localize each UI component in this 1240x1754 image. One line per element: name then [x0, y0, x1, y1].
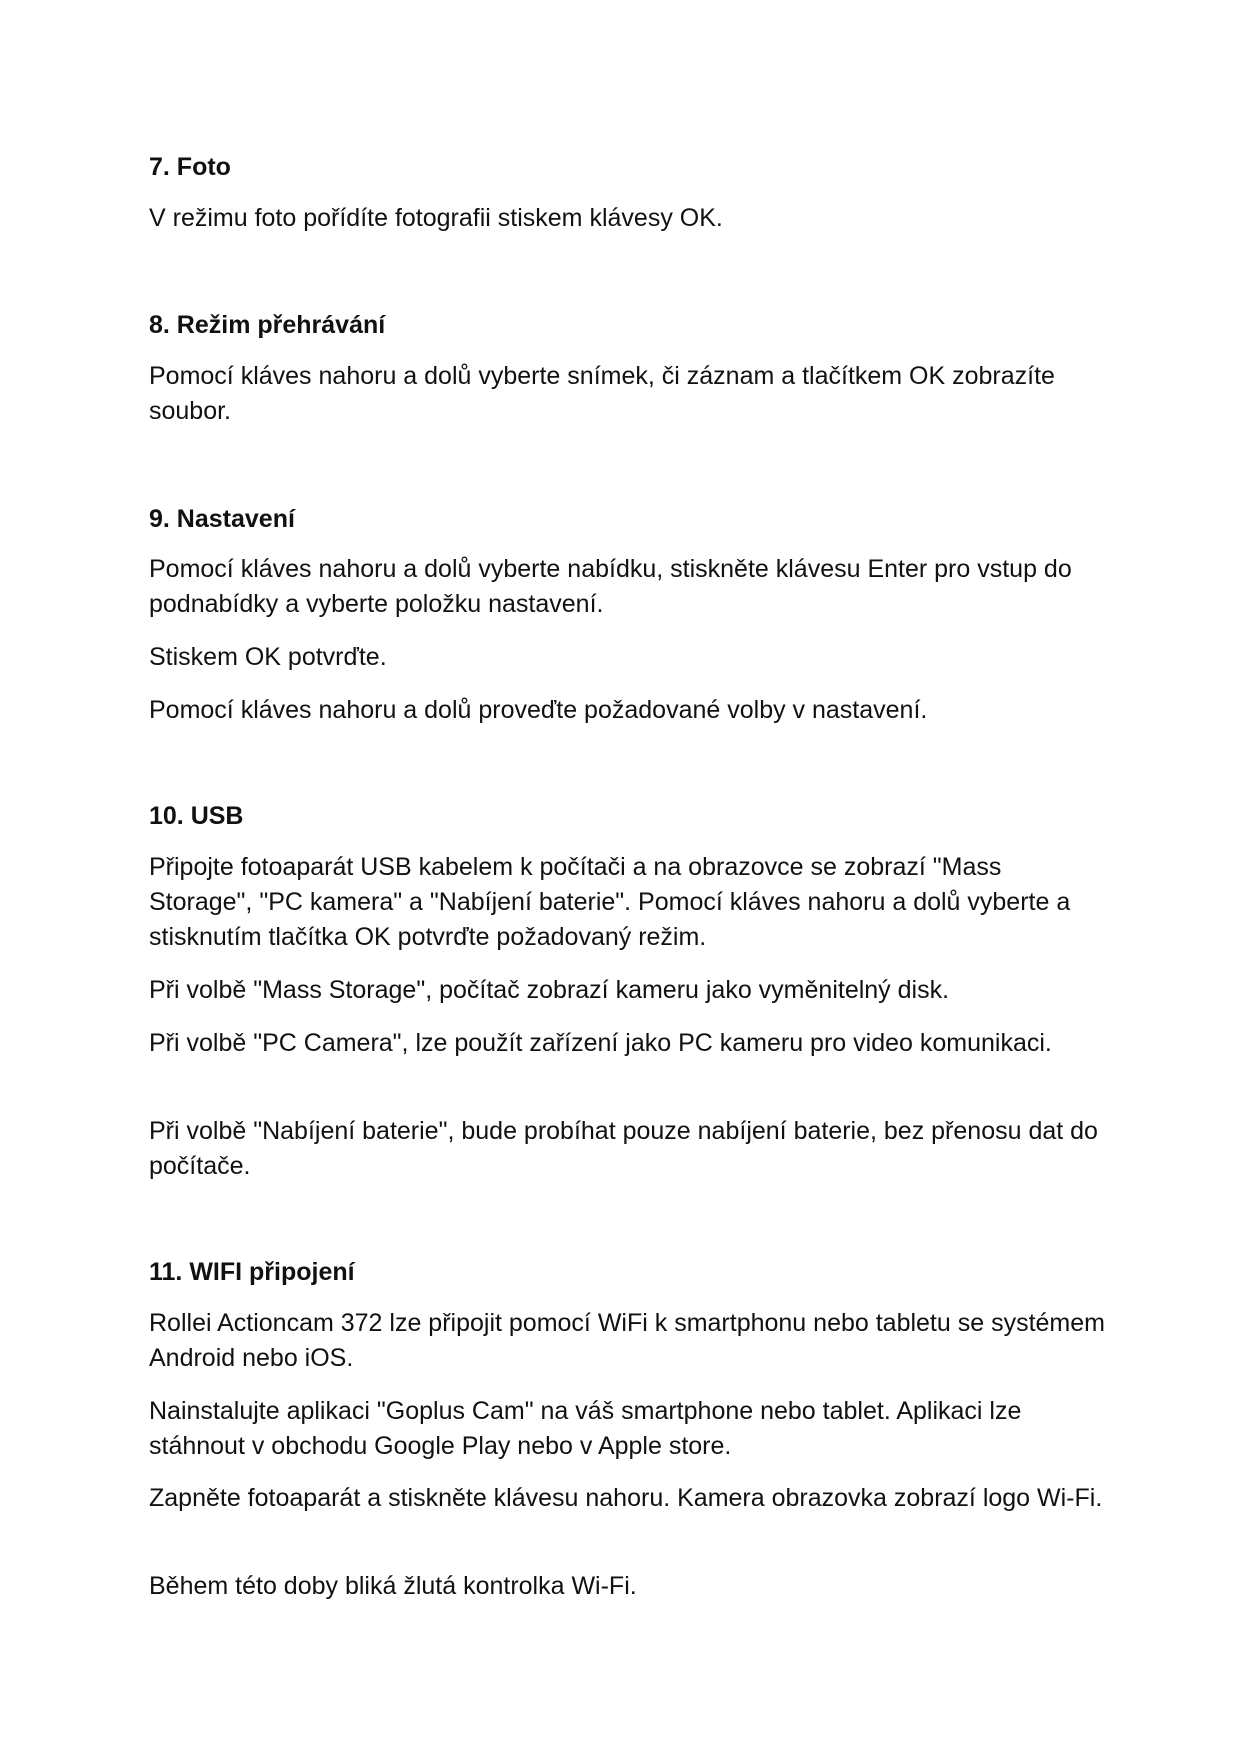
- section-paragraph: V režimu foto pořídíte fotografii stiskem klávesy OK.: [149, 204, 723, 232]
- section-paragraph: Pomocí kláves nahoru a dolů vyberte nabídku, stiskněte klávesu Enter pro vstup do podnabídky a vyberte položku nastavení.: [149, 555, 1072, 618]
- section-heading-foto: 7. Foto: [149, 153, 231, 181]
- section-heading-settings: 9. Nastavení: [149, 505, 295, 533]
- section-paragraph: Při volbě "PC Camera", lze použít zařízení jako PC kameru pro video komunikaci.: [149, 1029, 1052, 1057]
- section-paragraph: Během této doby bliká žlutá kontrolka Wi-Fi.: [149, 1572, 637, 1600]
- section-paragraph: Při volbě "Nabíjení baterie", bude probíhat pouze nabíjení baterie, bez přenosu dat do počítače.: [149, 1117, 1098, 1180]
- section-paragraph: Pomocí kláves nahoru a dolů proveďte požadované volby v nastavení.: [149, 696, 928, 724]
- section-heading-wifi: 11. WIFI připojení: [149, 1258, 355, 1286]
- section-paragraph: Při volbě "Mass Storage", počítač zobrazí kameru jako vyměnitelný disk.: [149, 976, 950, 1004]
- section-paragraph: Nainstalujte aplikaci "Goplus Cam" na váš smartphone nebo tablet. Aplikaci lze stáhnout v obchodu Google Play nebo v Apple store.: [149, 1397, 1022, 1460]
- section-paragraph: Zapněte fotoaparát a stiskněte klávesu nahoru. Kamera obrazovka zobrazí logo Wi-Fi.: [149, 1484, 1103, 1512]
- section-paragraph: Pomocí kláves nahoru a dolů vyberte snímek, či záznam a tlačítkem OK zobrazíte soubor.: [149, 362, 1055, 425]
- section-paragraph: Připojte fotoaparát USB kabelem k počítači a na obrazovce se zobrazí "Mass Storage", "PC kamera" a "Nabíjení baterie". Pomocí kláves nahoru a dolů vyberte a stisknutím tlačítka OK potvrďte požadovaný režim.: [149, 853, 1071, 951]
- section-paragraph: Stiskem OK potvrďte.: [149, 643, 387, 671]
- section-heading-playback: 8. Režim přehrávání: [149, 311, 386, 339]
- section-paragraph: Rollei Actioncam 372 lze připojit pomocí WiFi k smartphonu nebo tabletu se systémem Android nebo iOS.: [149, 1309, 1105, 1372]
- section-heading-usb: 10. USB: [149, 802, 244, 830]
